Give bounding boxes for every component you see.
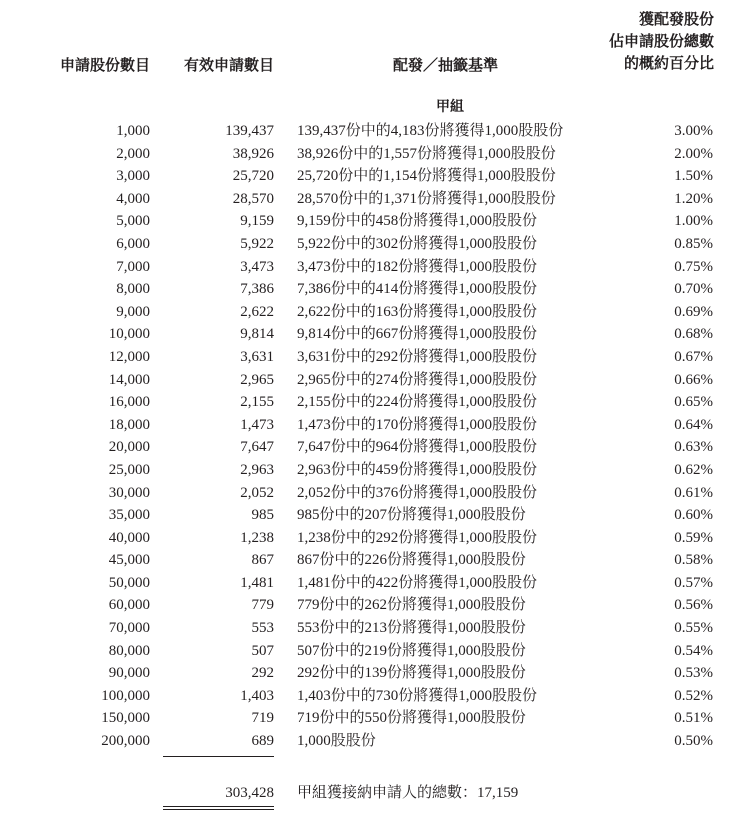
table-row [0,459,748,482]
percentage-cell: 0.75% [674,258,713,275]
valid-applications-cell: 139,437 [225,123,274,139]
basis-cell: 1,403份中的730份將獲得1,000股股份 [297,687,538,704]
valid-applications-cell: 1,238 [240,529,274,546]
shares-applied-cell: 7,000 [116,258,150,275]
basis-cell: 38,926份中的1,557份將獲得1,000股股份 [297,145,556,162]
basis-cell: 3,631份中的292份將獲得1,000股股份 [297,348,538,365]
table-row [0,527,748,550]
basis-cell: 1,473份中的170份將獲得1,000股股份 [297,416,538,433]
table-row [0,482,748,505]
basis-cell: 5,922份中的302份將獲得1,000股股份 [297,235,538,252]
percentage-cell: 0.54% [674,642,713,659]
header-percentage-line-2: 佔申請股份總數 [608,32,714,50]
table-row [0,256,748,279]
shares-applied-cell: 90,000 [108,665,150,682]
shares-applied-cell: 2,000 [116,145,150,162]
valid-applications-cell: 779 [251,597,274,614]
basis-cell: 3,473份中的182份將獲得1,000股股份 [297,258,538,275]
percentage-cell: 0.63% [674,439,713,456]
table-row [0,572,748,595]
shares-applied-cell: 70,000 [108,620,150,637]
shares-applied-cell: 5,000 [116,213,150,230]
shares-applied-cell: 20,000 [108,439,150,456]
percentage-cell: 0.60% [674,507,713,524]
valid-applications-cell: 292 [251,665,274,682]
table-row [0,617,748,640]
basis-cell: 1,481份中的422份將獲得1,000股股份 [297,574,538,591]
basis-cell: 28,570份中的1,371份將獲得1,000股股份 [297,190,556,207]
shares-applied-cell: 14,000 [108,371,150,388]
percentage-cell: 1.50% [674,168,713,185]
valid-applications-cell: 985 [251,507,274,524]
table-row [0,391,748,414]
table-row [0,594,748,617]
valid-applications-cell: 9,814 [240,326,274,343]
table-row [0,662,748,685]
percentage-cell: 0.53% [674,665,713,682]
percentage-cell: 3.00% [674,123,713,139]
table-row [0,188,748,211]
shares-applied-cell: 3,000 [116,168,150,185]
shares-applied-cell: 80,000 [108,642,150,659]
shares-applied-cell: 150,000 [101,710,150,727]
subtotal-rule [163,756,274,757]
percentage-cell: 0.59% [674,529,713,546]
percentage-cell: 0.66% [674,371,713,388]
valid-applications-cell: 7,647 [240,439,274,456]
valid-applications-cell: 28,570 [232,190,274,207]
shares-applied-cell: 60,000 [108,597,150,614]
basis-cell: 2,052份中的376份將獲得1,000股股份 [297,484,538,501]
valid-applications-cell: 2,622 [240,303,274,320]
basis-cell: 292份中的139份將獲得1,000股股份 [297,665,526,682]
shares-applied-cell: 18,000 [108,416,150,433]
percentage-cell: 0.57% [674,574,713,591]
table-row [0,233,748,256]
header-shares-applied: 申請股份數目 [59,56,150,74]
percentage-cell: 0.70% [674,281,713,298]
percentage-cell: 1.20% [674,190,713,207]
total-double-rule [163,806,274,810]
valid-applications-cell: 719 [251,710,274,727]
basis-cell: 9,814份中的667份將獲得1,000股股份 [297,326,538,343]
valid-applications-cell: 7,386 [240,281,274,298]
total-note: 甲組獲接納申請人的總數：17,159 [297,785,519,801]
valid-applications-cell: 689 [251,733,274,750]
allotment-table [0,120,748,753]
basis-cell: 2,155份中的224份將獲得1,000股股份 [297,394,538,411]
valid-applications-cell: 2,052 [240,484,274,501]
shares-applied-cell: 9,000 [116,303,150,320]
valid-applications-cell: 25,720 [232,168,274,185]
basis-cell: 2,622份中的163份將獲得1,000股股份 [297,303,538,320]
basis-cell: 7,386份中的414份將獲得1,000股股份 [297,281,538,298]
shares-applied-cell: 8,000 [116,281,150,298]
total-applications: 303,428 [225,785,274,801]
percentage-cell: 0.62% [674,461,713,478]
valid-applications-cell: 553 [251,620,274,637]
basis-cell: 1,238份中的292份將獲得1,000股股份 [297,529,538,546]
table-row [0,323,748,346]
basis-cell: 553份中的213份將獲得1,000股股份 [297,620,526,637]
table-row [0,730,748,753]
table-row [0,504,748,527]
valid-applications-cell: 1,481 [240,574,274,591]
percentage-cell: 0.58% [674,552,713,569]
basis-cell: 2,963份中的459份將獲得1,000股股份 [297,461,538,478]
percentage-cell: 1.00% [674,213,713,230]
shares-applied-cell: 10,000 [108,326,150,343]
percentage-cell: 0.51% [674,710,713,727]
table-row [0,346,748,369]
table-row [0,640,748,663]
percentage-cell: 0.69% [674,303,713,320]
table-row [0,369,748,392]
shares-applied-cell: 100,000 [101,687,150,704]
valid-applications-cell: 507 [251,642,274,659]
shares-applied-cell: 200,000 [101,733,150,750]
basis-cell: 1,000股股份 [297,733,376,750]
valid-applications-cell: 9,159 [240,213,274,230]
basis-cell: 9,159份中的458份將獲得1,000股股份 [297,213,538,230]
shares-applied-cell: 25,000 [108,461,150,478]
percentage-cell: 0.55% [674,620,713,637]
table-row [0,685,748,708]
percentage-cell: 0.67% [674,348,713,365]
percentage-cell: 0.64% [674,416,713,433]
header-basis: 配發／抽籤基準 [393,56,499,74]
table-row [0,707,748,730]
basis-cell: 507份中的219份將獲得1,000股股份 [297,642,526,659]
percentage-cell: 0.85% [674,235,713,252]
percentage-cell: 2.00% [674,145,713,162]
percentage-cell: 0.50% [674,733,713,750]
table-row [0,120,748,143]
header-percentage-line-3: 的概約百分比 [623,54,714,72]
basis-cell: 779份中的262份將獲得1,000股股份 [297,597,526,614]
table-row [0,414,748,437]
basis-cell: 25,720份中的1,154份將獲得1,000股股份 [297,168,556,185]
table-row [0,549,748,572]
group-title: 甲組 [436,99,464,115]
basis-cell: 7,647份中的964份將獲得1,000股股份 [297,439,538,456]
basis-cell: 2,965份中的274份將獲得1,000股股份 [297,371,538,388]
valid-applications-cell: 38,926 [232,145,274,162]
shares-applied-cell: 1,000 [116,123,150,139]
shares-applied-cell: 16,000 [108,394,150,411]
valid-applications-cell: 1,403 [240,687,274,704]
shares-applied-cell: 45,000 [108,552,150,569]
table-row [0,143,748,166]
basis-cell: 985份中的207份將獲得1,000股股份 [297,507,526,524]
valid-applications-cell: 5,922 [240,235,274,252]
percentage-cell: 0.52% [674,687,713,704]
basis-cell: 867份中的226份將獲得1,000股股份 [297,552,526,569]
table-row [0,301,748,324]
percentage-cell: 0.56% [674,597,713,614]
valid-applications-cell: 2,965 [240,371,274,388]
valid-applications-cell: 2,155 [240,394,274,411]
valid-applications-cell: 867 [251,552,274,569]
table-row [0,278,748,301]
percentage-cell: 0.68% [674,326,713,343]
header-valid-applications: 有效申請數目 [183,56,274,74]
percentage-cell: 0.61% [674,484,713,501]
shares-applied-cell: 30,000 [108,484,150,501]
table-row [0,210,748,233]
valid-applications-cell: 3,473 [240,258,274,275]
shares-applied-cell: 6,000 [116,235,150,252]
basis-cell: 139,437份中的4,183份將獲得1,000股股份 [297,123,564,139]
shares-applied-cell: 50,000 [108,574,150,591]
shares-applied-cell: 12,000 [108,348,150,365]
shares-applied-cell: 40,000 [108,529,150,546]
valid-applications-cell: 1,473 [240,416,274,433]
basis-cell: 719份中的550份將獲得1,000股股份 [297,710,526,727]
valid-applications-cell: 2,963 [240,461,274,478]
shares-applied-cell: 4,000 [116,190,150,207]
valid-applications-cell: 3,631 [240,348,274,365]
shares-applied-cell: 35,000 [108,507,150,524]
header-percentage-line-1: 獲配發股份 [638,10,714,28]
table-row [0,436,748,459]
table-row [0,165,748,188]
percentage-cell: 0.65% [674,394,713,411]
header-percentage [609,8,714,74]
